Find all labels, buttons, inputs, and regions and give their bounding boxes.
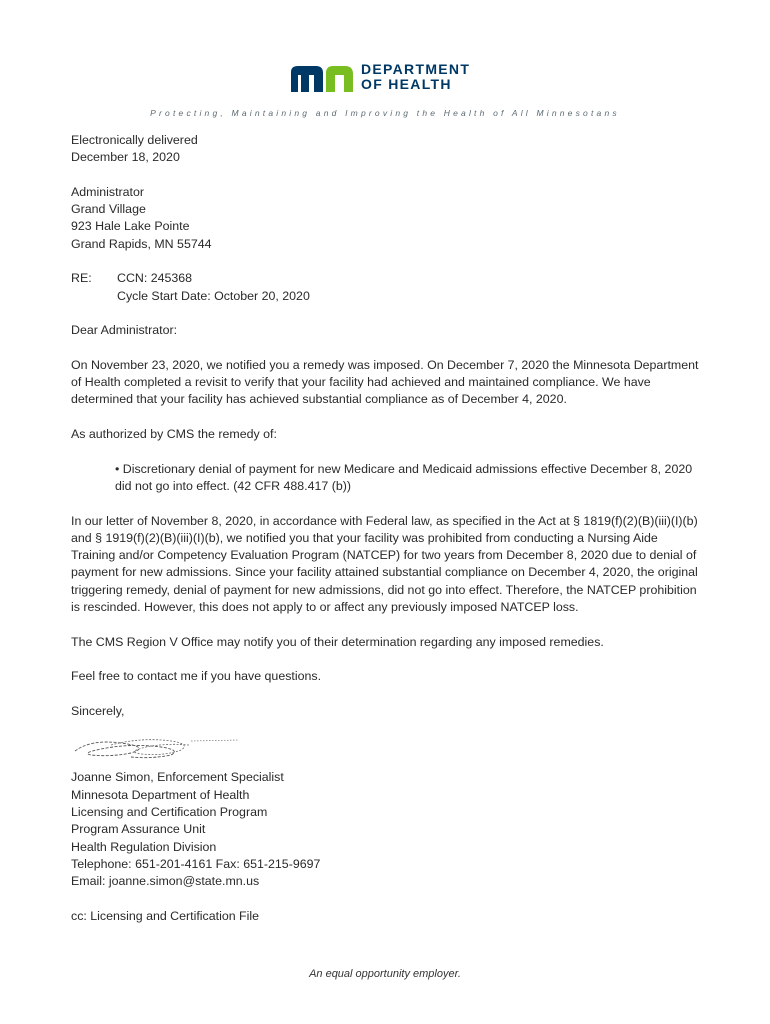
signer-division: Health Regulation Division xyxy=(71,839,217,854)
signature-scribble xyxy=(71,733,251,763)
recipient-line: Grand Rapids, MN 55744 xyxy=(71,236,212,251)
logo-line-1: DEPARTMENT xyxy=(361,61,471,77)
signer-unit: Program Assurance Unit xyxy=(71,822,206,837)
cc-line: cc: Licensing and Certification File xyxy=(71,908,260,923)
logo-wordmark xyxy=(361,62,470,92)
mdh-logo xyxy=(289,62,479,96)
recipient-line: 923 Hale Lake Pointe xyxy=(71,219,190,234)
cycle-start-date: Cycle Start Date: October 20, 2020 xyxy=(117,288,310,303)
logo-line-2: OF HEALTH xyxy=(361,76,452,92)
footer-eoe: An equal opportunity employer. xyxy=(309,968,461,980)
signature-block xyxy=(71,769,701,925)
closing: Sincerely, xyxy=(71,703,125,718)
signer-email: Email: joanne.simon@state.mn.us xyxy=(71,874,260,889)
delivery-block xyxy=(71,132,701,167)
bullet-remedy: • Discretionary denial of payment for new Medicare and Medicaid admissions effective December 8, 2020 did not go into effect. (42 CFR 488.417 (b)) xyxy=(115,461,693,493)
paragraph-natcep: In our letter of November 8, 2020, in accordance with Federal law, as specified in the Act at § 1819(f)(2)(B)(iii)(I)(b) and § 1919(f)(2)(B)(iii)(I)(b), we notified you that your facility was prohibited from conducting a Nursing Aide Training and/or Competency Evaluation Program (NATCEP) for two years from December 8, 2020 due to denial of payment for new admissions. Since your facility attained substantial compliance on December 4, 2020, the original triggering remedy, denial of payment for new admissions, did not go into effect. Therefore, the NATCEP prohibition is rescinded. However, this does not apply to or affect any previously imposed NATCEP loss. xyxy=(71,513,698,615)
salutation: Dear Administrator: xyxy=(71,323,178,338)
signer-org: Minnesota Department of Health xyxy=(71,787,250,802)
signer-program: Licensing and Certification Program xyxy=(71,804,268,819)
paragraph-contact: Feel free to contact me if you have questions. xyxy=(71,669,322,684)
signer-phone-fax: Telephone: 651-201-4161 Fax: 651-215-9697 xyxy=(71,856,321,871)
letter-body xyxy=(71,132,701,925)
re-details xyxy=(117,270,310,305)
mn-logo-icon xyxy=(289,64,355,92)
recipient-line: Administrator xyxy=(71,184,144,199)
paragraph-cms-region: The CMS Region V Office may notify you of their determination regarding any imposed remedies. xyxy=(71,634,604,649)
signer-name: Joanne Simon, Enforcement Specialist xyxy=(71,770,284,785)
recipient-line: Grand Village xyxy=(71,202,146,217)
re-block xyxy=(71,270,701,305)
paragraph-authorized: As authorized by CMS the remedy of: xyxy=(71,427,277,442)
ccn: CCN: 245368 xyxy=(117,271,193,286)
recipient-address xyxy=(71,184,701,253)
letter-date: December 18, 2020 xyxy=(71,150,180,165)
tagline: Protecting, Maintaining and Improving the Health of All Minnesotans xyxy=(150,108,620,118)
re-label: RE: xyxy=(71,271,92,286)
delivery-method: Electronically delivered xyxy=(71,133,198,147)
paragraph-remedy-imposed: On November 23, 2020, we notified you a remedy was imposed. On December 7, 2020 the Minnesota Department of Health completed a revisit to verify that your facility had achieved and maintained compliance. We have determined that your facility has achieved substantial compliance as of December 4, 2020. xyxy=(71,357,699,407)
